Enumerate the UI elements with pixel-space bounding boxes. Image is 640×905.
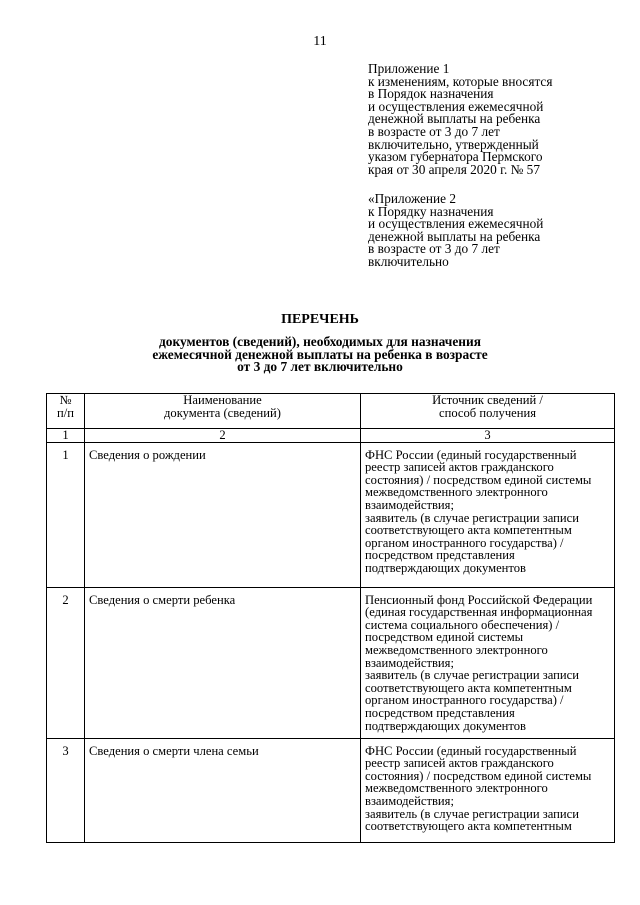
source-line: соответствующего акта компетентным	[365, 680, 572, 695]
appendix-1-block	[368, 63, 608, 176]
source-line: реестр записей актов гражданского	[365, 460, 554, 475]
row-number: 2	[47, 587, 85, 738]
document-source	[361, 587, 615, 738]
header-text: Наименование	[183, 393, 262, 407]
source-line: межведомственного электронного	[365, 642, 548, 657]
appendix-1-line: указом губернатора Пермского	[368, 149, 543, 165]
document-source	[361, 738, 615, 842]
source-line: посредством единой системы	[365, 630, 524, 645]
table-row	[47, 442, 615, 587]
header-source	[361, 394, 615, 429]
document-subtitle	[0, 336, 640, 374]
page-number: 11	[313, 34, 327, 49]
table-header-row	[47, 394, 615, 429]
appendix-2-line: включительно	[368, 253, 449, 269]
appendix-1-line: в Порядок назначения	[368, 86, 494, 102]
source-line: соответствующего акта компетентным	[365, 819, 572, 834]
source-line: органом иностранного государства) /	[365, 535, 564, 550]
subtitle-line: документов (сведений), необходимых для назначения	[159, 334, 481, 349]
source-line: органом иностранного государства) /	[365, 693, 564, 708]
source-line: взаимодействия;	[365, 497, 454, 512]
source-line: (единая государственная информационная	[365, 605, 593, 620]
appendix-1-line: денежной выплаты на ребенка	[368, 111, 541, 127]
header-number	[47, 394, 85, 429]
source-line: состояния) / посредством единой системы	[365, 768, 592, 783]
source-line: заявитель (в случае регистрации записи	[365, 806, 579, 821]
appendix-1-line: и осуществления ежемесячной	[368, 98, 544, 114]
documents-table	[46, 393, 615, 843]
header-text: п/п	[57, 405, 74, 420]
document-source	[361, 442, 615, 587]
appendix-2-line: денежной выплаты на ребенка	[368, 228, 541, 244]
document-name: Сведения о смерти ребенка	[85, 587, 361, 738]
appendix-2-line: к Порядку назначения	[368, 203, 494, 219]
source-line: межведомственного электронного	[365, 485, 548, 500]
source-line: подтверждающих документов	[365, 718, 526, 733]
column-number: 3	[361, 429, 615, 443]
appendix-2-line: в возрасте от 3 до 7 лет	[368, 241, 500, 257]
appendix-1-line: Приложение 1	[368, 61, 450, 76]
source-line: ФНС России (единый государственный	[365, 447, 577, 462]
source-line: реестр записей актов гражданского	[365, 756, 554, 771]
appendix-2-line: и осуществления ежемесячной	[368, 216, 544, 232]
table-row	[47, 587, 615, 738]
appendix-2-block	[368, 193, 608, 269]
appendix-1-line: включительно, утвержденный	[368, 136, 539, 152]
source-line: подтверждающих документов	[365, 560, 526, 575]
source-line: заявитель (в случае регистрации записи	[365, 510, 579, 525]
source-line: заявитель (в случае регистрации записи	[365, 668, 579, 683]
source-line: система социального обеспечения) /	[365, 617, 560, 632]
source-line: взаимодействия;	[365, 655, 454, 670]
source-line: межведомственного электронного	[365, 781, 548, 796]
row-number: 3	[47, 738, 85, 842]
source-line: взаимодействия;	[365, 793, 454, 808]
header-text: документа (сведений)	[164, 405, 281, 420]
column-number: 1	[47, 429, 85, 443]
document-name: Сведения о рождении	[85, 442, 361, 587]
appendix-2-line: «Приложение 2	[368, 191, 456, 206]
column-number-row	[47, 429, 615, 443]
column-number: 2	[85, 429, 361, 443]
source-line: состояния) / посредством единой системы	[365, 472, 592, 487]
header-text: №	[59, 393, 72, 407]
document-name: Сведения о смерти члена семьи	[85, 738, 361, 842]
row-number: 1	[47, 442, 85, 587]
subtitle-line: от 3 до 7 лет включительно	[237, 359, 403, 375]
header-name	[85, 394, 361, 429]
source-line: посредством представления	[365, 548, 515, 563]
document-title: ПЕРЕЧЕНЬ	[281, 312, 359, 327]
header-text: Источник сведений /	[432, 393, 543, 407]
header-text: способ получения	[438, 405, 537, 420]
appendix-1-line: края от 30 апреля 2020 г. № 57	[368, 161, 540, 177]
appendix-1-line: к изменениям, которые вносятся	[368, 73, 553, 89]
table-row	[47, 738, 615, 842]
source-line: посредством представления	[365, 705, 515, 720]
source-line: Пенсионный фонд Российской Федерации	[365, 592, 593, 607]
appendix-1-line: в возрасте от 3 до 7 лет	[368, 123, 500, 139]
source-line: соответствующего акта компетентным	[365, 523, 572, 538]
subtitle-line: ежемесячной денежной выплаты на ребенка в возрасте	[152, 346, 488, 362]
source-line: ФНС России (единый государственный	[365, 743, 577, 758]
